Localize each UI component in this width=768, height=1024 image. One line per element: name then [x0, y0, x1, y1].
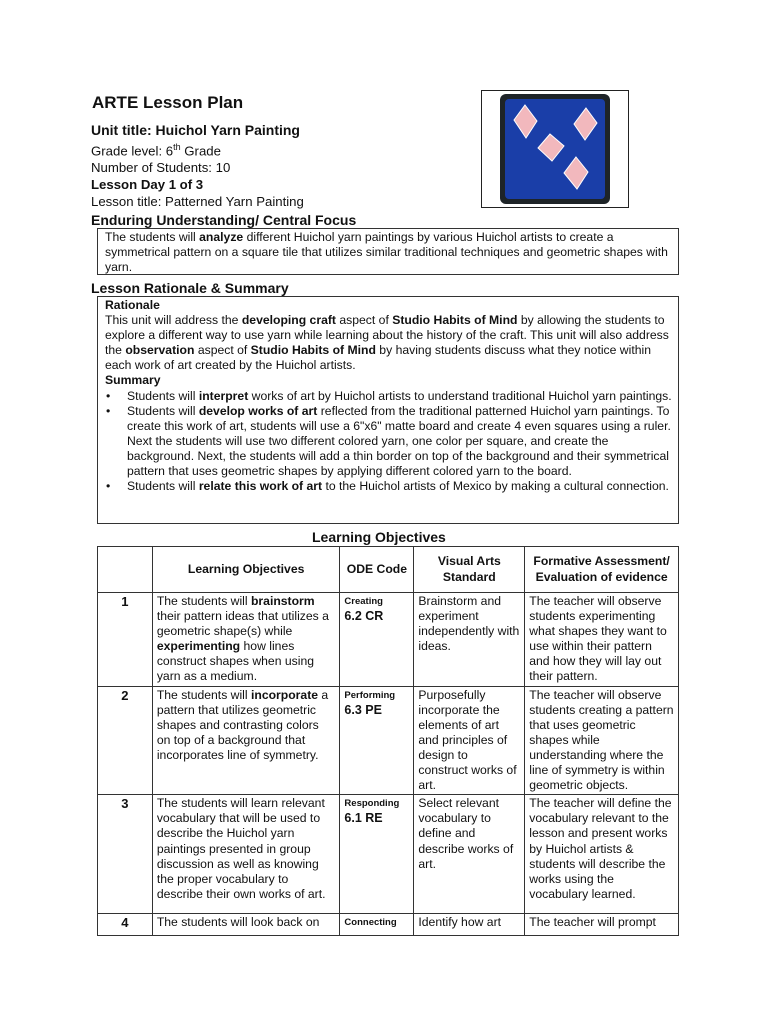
col-formative-header: Formative Assessment/ Evaluation of evidence: [525, 547, 679, 593]
summary-item: • Students will interpret works of art by Huichol artists to understand traditional Huichol yarn paintings.: [127, 389, 672, 404]
visual-arts-standard: Brainstorm and experiment independently with ideas.: [414, 593, 525, 687]
table-row: [98, 686, 679, 795]
rationale-text: This unit will address the developing craft aspect of Studio Habits of Mind by allowing the students to explore a different way to use yarn while learning about the history of the craft. This unit will also address the observation aspect of Studio Habits of Mind by having students discuss what they notice within each work of art created by the Huichol artists.: [105, 313, 669, 373]
summary-item: • Students will develop works of art reflected from the traditional patterned Huichol yarn paintings. To create this work of art, students will use a 6"x6" matte board and create 4 even squares using a ruler. Next the students will use two different colored yarn, one color per square, and create the background. Next, the students will add a thin border on top of the background and their symmetrical pattern that uses geometric shapes by applying different colored yarn to the board.: [127, 404, 672, 479]
yarn-painting-image: [481, 90, 629, 208]
table-row: [98, 795, 679, 914]
rationale-subheading: Rationale: [105, 298, 160, 312]
ode-code: [340, 686, 414, 795]
objective-number: 2: [98, 686, 153, 795]
objective-text: The students will look back on: [152, 914, 340, 936]
objective-text: The students will incorporate a pattern that utilizes geometric shapes and contrasting colors on top of a background that incorporates line of symmetry.: [152, 686, 340, 795]
yarn-painting-svg: [482, 91, 628, 207]
formative-assessment: The teacher will define the vocabulary relevant to the lesson and present works by Huichol artists & students will describe the works using the vocabulary learned.: [525, 795, 679, 914]
enduring-heading: Enduring Understanding/ Central Focus: [91, 212, 357, 228]
lesson-title: Lesson title: Patterned Yarn Painting: [91, 193, 304, 209]
ode-code-label: Responding: [344, 798, 400, 810]
objectives-table: [97, 546, 679, 936]
ode-code-label: Connecting: [344, 917, 397, 929]
col-ode-header: ODE Code: [340, 547, 414, 593]
grade-level: Grade level: 6th Grade: [91, 141, 221, 159]
ode-code-value: 6.1 RE: [344, 811, 383, 826]
summary-item: • Students will relate this work of art to the Huichol artists of Mexico by making a cultural connection.: [127, 479, 672, 494]
rationale-heading: Lesson Rationale & Summary: [91, 280, 289, 296]
objective-text: The students will brainstorm their pattern ideas that utilizes a geometric shape(s) while experimenting how lines construct shapes when using yarn as a medium.: [152, 593, 340, 687]
visual-arts-standard: Identify how art: [414, 914, 525, 936]
ode-code: [340, 914, 414, 936]
lesson-day: Lesson Day 1 of 3: [91, 176, 204, 192]
ode-code-label: Performing: [344, 689, 396, 701]
summary-subheading: Summary: [105, 373, 161, 388]
ode-code: [340, 795, 414, 914]
col-visual-header: Visual Arts Standard: [414, 547, 525, 593]
formative-assessment: The teacher will observe students creating a pattern that uses geometric shapes while understanding where the line of symmetry is within geometric objects.: [525, 686, 679, 795]
visual-arts-standard: Purposefully incorporate the elements of art and principles of design to construct works of art.: [414, 686, 525, 795]
ode-code: [340, 593, 414, 687]
summary-list: [105, 389, 672, 495]
visual-arts-standard: Select relevant vocabulary to define and describe works of art.: [414, 795, 525, 914]
col-objectives-header: Learning Objectives: [152, 547, 340, 593]
enduring-box: The students will analyze different Huichol yarn paintings by various Huichol artists to create a symmetrical pattern on a square tile that utilizes similar traditional techniques and geometric shapes with yarn.: [97, 228, 679, 275]
objective-number: 4: [98, 914, 153, 936]
ode-code-value: 6.2 CR: [344, 609, 384, 624]
unit-title: Unit title: Huichol Yarn Painting: [91, 122, 300, 138]
lesson-header: [91, 122, 304, 210]
table-row: [98, 593, 679, 687]
objectives-heading: Learning Objectives: [312, 529, 446, 545]
table-header-row: [98, 547, 679, 593]
objective-number: 3: [98, 795, 153, 914]
rationale-box: [97, 296, 679, 524]
formative-assessment: The teacher will observe students experimenting what shapes they want to use within their pattern and how they will lay out their pattern.: [525, 593, 679, 687]
objective-text: The students will learn relevant vocabulary that will be used to describe the Huichol yarn paintings presented in group discussion as well as knowing the proper vocabulary to describe their own works of art.: [152, 795, 340, 914]
formative-assessment: The teacher will prompt: [525, 914, 679, 936]
doc-title: ARTE Lesson Plan: [92, 93, 244, 112]
ode-code-label: Creating: [344, 596, 383, 607]
col-number-header: [98, 547, 153, 593]
objective-number: 1: [98, 593, 153, 687]
student-count: Number of Students: 10: [91, 159, 231, 175]
ode-code-value: 6.3 PE: [344, 702, 382, 717]
table-row: [98, 914, 679, 936]
